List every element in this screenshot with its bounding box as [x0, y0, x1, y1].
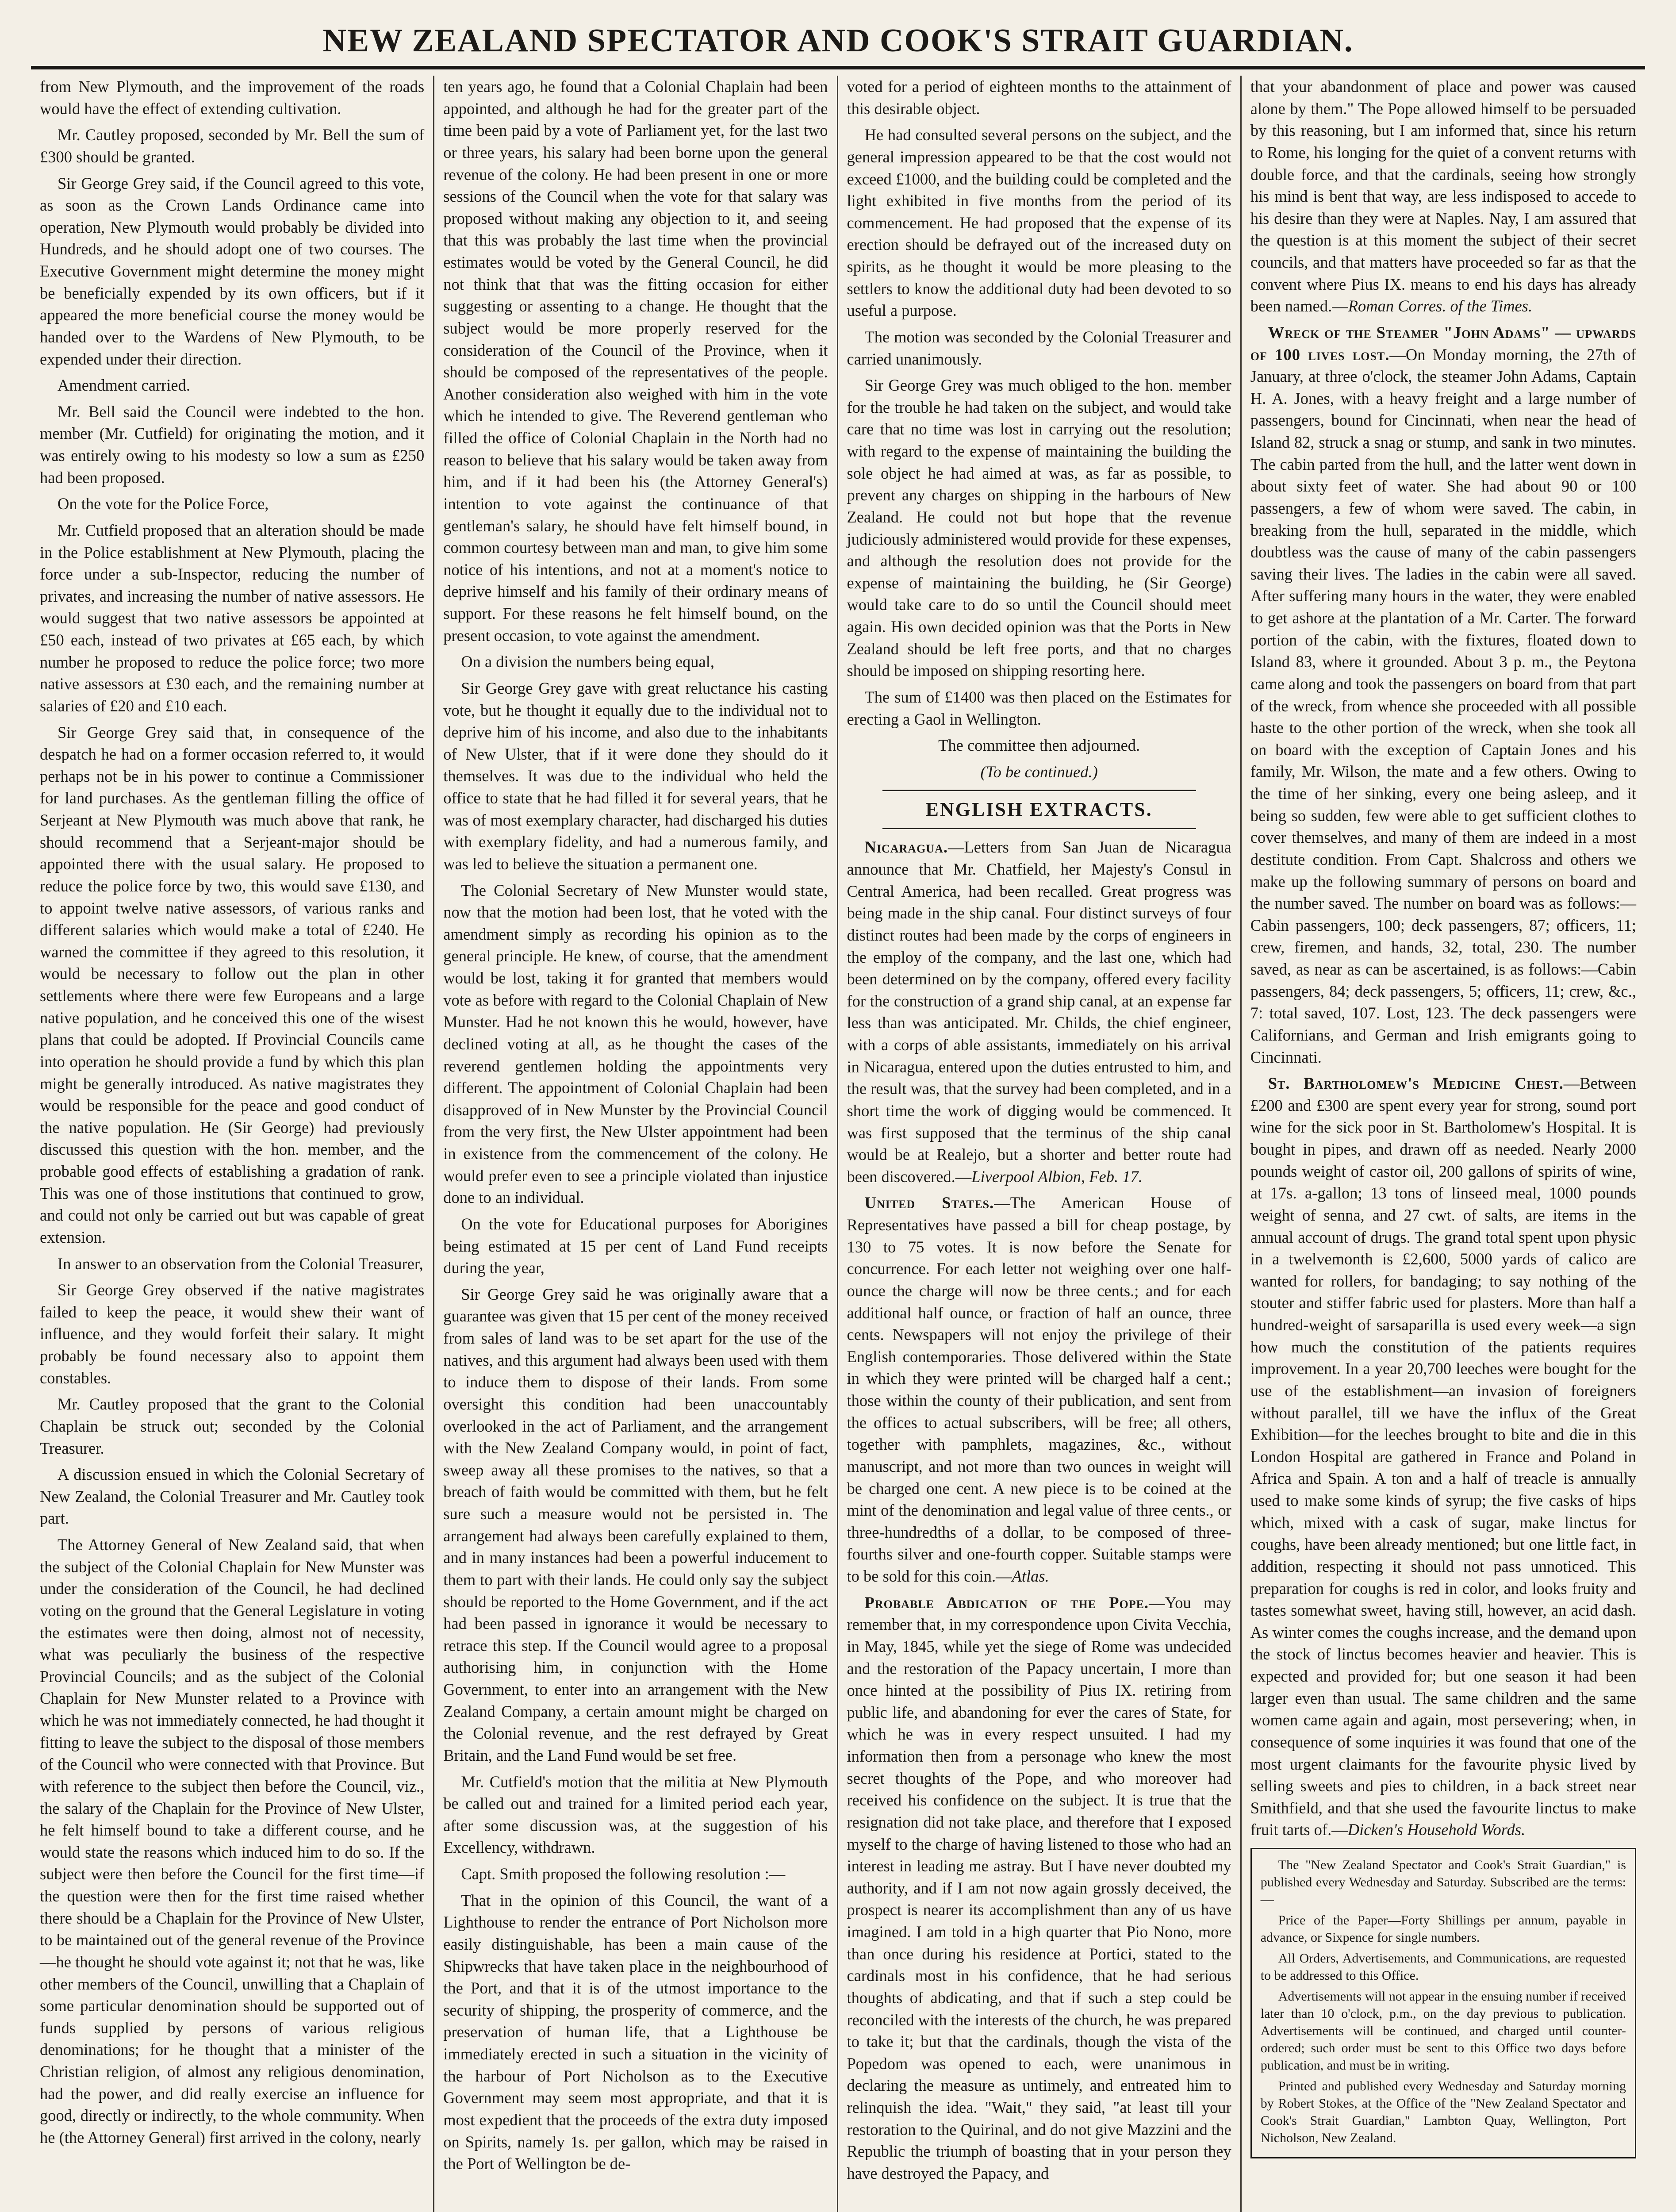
paragraph: Sir George Grey observed if the native magistrates failed to keep the peace, it would shew their want of influence, and they would forfeit their salary. It might probably be found necessary also to appoint them constables. — [40, 1281, 425, 1387]
paragraph: A discussion ensued in which the Colonial Secretary of New Zealand, the Colonial Treasurer and Mr. Cautley took part. — [40, 1465, 425, 1528]
masthead: NEW ZEALAND SPECTATOR AND COOK'S STRAIT GUARDIAN. — [31, 18, 1645, 69]
continued-note: (To be continued.) — [980, 762, 1098, 781]
article-head: United States. — [864, 1194, 994, 1212]
paragraph: The sum of £1400 was then placed on the Estimates for erecting a Gaol in Wellington. — [847, 687, 1231, 728]
paragraph: On the vote for Educational purposes for Aborigines being estimated at 15 per cent of Land Fund receipts during the year, — [443, 1214, 828, 1277]
paragraph: Sir George Grey said he was originally aware that a guarantee was given that 15 per cent of the money received from sales of land was to be set apart for the use of the natives, and this argument had always been used with them to induce them to dispose of their lands. From some oversight this condition had been unaccountably overlooked in the act of Parliament, and the arrangement with the New Zealand Company would, in point of fact, sweep away all these promises to the natives, so that a breach of faith would be committed with them, but he felt sure such a measure would not be persisted in. The arrangement had always been carefully explained to them, and in many instances had been a powerful inducement to them to part with their lands. He could only say the subject should be reported to the Home Government, and if the act had been passed in ignorance it would be necessary to retrace this step. If the Council would agree to a proposal authorising him, in conjunction with the Home Government, to enter into an arrangement with the New Zealand Company, a certain amount might be charged on the Colonial revenue, and the rest defrayed by Great Britain, and the Land Fund would be set free. — [443, 1285, 828, 1764]
column-4 — [1242, 76, 1645, 2212]
section-heading-english-extracts: ENGLISH EXTRACTS. — [925, 799, 1153, 821]
resolution-text: That in the opinion of this Council, the want of a Lighthouse to render the entrance of Port Nicholson more easily distinguishable, has been a main cause of the Shipwrecks that have taken place in the neighbourhood of the Port, and that it is of the utmost importance to the security of shipping, the prosperity of commerce, and the preservation of human life, that a Lighthouse be immediately erected in such a situation in the vicinity of the harbour of Port Nicholson as to the Executive Government may seem most appropriate, and that it is most expedient that the proceeds of the extra duty imposed on Spirits, namely 1s. per gallon, which may be raised in the Port of Wellington be de- — [443, 1891, 828, 2173]
divider — [882, 790, 1196, 791]
paragraph: In answer to an observation from the Colonial Treasurer, — [58, 1254, 423, 1273]
article-united-states — [847, 1192, 1231, 1587]
divider — [882, 828, 1196, 829]
paragraph: Mr. Bell said the Council were indebted to the hon. member (Mr. Cutfield) for originating the motion, and it was entirely owing to his modesty so low a sum as £250 had been proposed. — [40, 402, 425, 487]
columns — [31, 76, 1645, 2212]
paragraph: Mr. Cautley proposed that the grant to the Colonial Chaplain be struck out; seconded by the Colonial Treasurer. — [40, 1395, 425, 1457]
colophon-line: Advertisements will not appear in the ensuing number if received later than 10 o'clock, p.m., on the day previous to publication. Advertisements will be continued, and charged until counter-ordered; such order must be sent to this Office two days before publication, and must be in writing. — [1260, 1989, 1626, 2073]
article-body: —On Monday morning, the 27th of January, at three o'clock, the steamer John Adams, Captain H. A. Jones, with a heavy freight and a large number of passengers, bound for Cincinnati, when near the head of Island 82, struck a snag or stump, and sank in two minutes. The cabin parted from the hull, and the latter went down in about sixty feet of water. She had about 90 or 100 passengers, a few of whom were saved. The cabin, in breaking from the hull, separated in the middle, which doubtless was the cause of many of the cabin passengers saving their lives. The ladies in the cabin were all saved. After suffering many hours in the water, they were enabled to get ashore at the plantation of a Mr. Carter. The forward portion of the cabin, with the fixtures, floated down to Island 83, where it grounded. About 3 p. m., the Peytona came along and took the passengers on board from that part of the wreck, from whence she proceeded with all possible haste to the other portion of the wreck, when she took all on board with the exception of Captain Jones and his family, Mr. Wilson, the mate and a few others. Owing to the time of her sinking, every one being asleep, and it being so sudden, few were able to get sufficient clothes to cover themselves, and many of them are indeed in a most destitute condition. From Capt. Shalcross and others we make up the following summary of persons on board and the number saved. The number on board was as follows:—Cabin passengers, 100; deck passengers, 87; officers, 11; crew, firemen, and hands, 32, total, 230. The number saved, as near as can be ascertained, is as follows:—Cabin passengers, 84; deck passengers, 5; officers, 11; crew, &c., 7: total saved, 107. Lost, 123. The deck passengers were Californians, and German and Irish emigrants going to Cincinnati. — [1250, 345, 1637, 1066]
colophon-line: All Orders, Advertisements, and Communications, are requested to be addressed to this Office. — [1260, 1951, 1626, 1983]
paragraph: Capt. Smith proposed the following resolution :— — [461, 1865, 786, 1883]
paragraph: ten years ago, he found that a Colonial Chaplain had been appointed, and although he had for the greater part of the time been paid by a vote of Parliament yet, for the last two or three years, his salary had been borne upon the general revenue of the colony. He had been present in one or more sessions of the Council when the vote for that salary was proposed without making any objection to it, and seeing that this was probably the last time when the provincial estimates would be voted by the General Council, he did not think that that was the fitting occasion for either suggesting or assenting to a change. He thought that the subject would be more properly reserved for the consideration of the Council of the Province, when it should be composed of the representatives of the people. Another consideration also weighed with him in the vote which he intended to give. The Reverend gentleman who filled the office of Colonial Chaplain in the North had no reason to believe that his salary would be taken away from him, and if it had been his (the Attorney General's) intention to vote against the continuance of that gentleman's salary, he should have felt himself bound, in common courtesy between man and man, to give him some notice of his intentions, and not at a moment's notice to deprive himself and his family of their ordinary means of support. For these reasons he felt himself bound, on the present occasion, to vote against the amendment. — [443, 77, 828, 645]
column-3 — [838, 76, 1242, 2212]
column-1 — [31, 76, 434, 2212]
paragraph: The motion was seconded by the Colonial Treasurer and carried unanimously. — [847, 327, 1231, 368]
article-source: Atlas. — [1012, 1567, 1049, 1585]
colophon-line: Price of the Paper—Forty Shillings per annum, payable in advance, or Sixpence for single numbers. — [1260, 1913, 1626, 1945]
article-head: St. Bartholomew's Medicine Chest. — [1268, 1074, 1564, 1093]
article-pope — [847, 1592, 1231, 2185]
colophon-line: Printed and published every Wednesday and Saturday morning by Robert Stokes, at the Office of the "New Zealand Spectator and Cook's Strait Guardian," Lambton Quay, Wellington, Port Nicholson, New Zealand. — [1260, 2079, 1626, 2145]
article-nicaragua — [847, 836, 1231, 1187]
paragraph: Sir George Grey said, if the Council agreed to this vote, as soon as the Crown Lands Ordinance came into operation, New Plymouth would probably be divided into Hundreds, and he should adopt one of two courses. The Executive Government might determine the money might be beneficially expended by its own officers, but if it appeared the more beneficial course the money would be handed over to the Wardens of New Plymouth, to be expended under their direction. — [40, 174, 425, 368]
paragraph: Amendment carried. — [58, 376, 190, 395]
paragraph: He had consulted several persons on the subject, and the general impression appeared to be that the cost would not exceed £1000, and the building could be completed and the light exhibited in five months from the period of its commencement. He had proposed that the expense of its erection should be defrayed out of the increased duty on spirits, as he thought it would be more pleasing to the settlers to know the additional duty had been devoted to so useful a purpose. — [847, 126, 1231, 320]
paragraph: The Attorney General of New Zealand said, that when the subject of the Colonial Chaplain for New Munster was under the consideration of the Council, he had declined voting on the ground that the General Legislature in voting the estimates were then doing, almost not of necessity, what was peculiarly the business of the respective Provincial Councils; and as the subject of the Colonial Chaplain for New Munster related to a Province with which he was not immediately connected, he had thought it fitting to leave the subject to the disposal of those members of the Council who were connected with that Province. But with reference to the subject then before the Council, viz., the salary of the Chaplain for the Province of New Ulster, he felt himself bound to take a different course, and he would state the reasons which induced him to do so. If the subject were then before the Council for the first time—if the question were then for the first time raised whether there should be a Chaplain for the Province of New Ulster, to be maintained out of the general revenue of the Province—he thought he should vote against it; not that he was, like other members of the Council, unwilling that a Chaplain of some particular denomination should be supported out of funds supplied by persons of various religious denominations; for he thought that a minister of the Christian religion, of almost any religious denomination, had the power, and did really exercise an influence for good, directly or indirectly, to the whole community. When he (the Attorney General) first arrived in the colony, nearly — [40, 1536, 425, 2147]
paragraph: Sir George Grey was much obliged to the hon. member for the trouble he had taken on the subject, and would take care that no time was lost in carrying out the resolution; with regard to the expense of maintaining the building the sole object he had aimed at was, as far as possible, to prevent any charges on shipping in the harbours of New Zealand. He could not but hope that the revenue judiciously administered would provide for these expenses, and although the resolution does not provide for the expense of maintaining the building, he (Sir George) would take care to do so until the Council should meet again. His own decided opinion was that the Ports in New Zealand should be left free ports, and that no charges should be imposed on shipping resorting here. — [847, 376, 1231, 680]
paragraph: Mr. Cutfield proposed that an alteration should be made in the Police establishment at New Plymouth, placing the force under a sub-Inspector, reducing the number of privates, and increasing the number of native assessors. He would suggest that two native assessors be appointed at £50 each, instead of two privates at £65 each, by which number he proposed to reduce the police force; two more native assessors at £30 each, and the remaining number at salaries of £20 and £10 each. — [40, 521, 425, 715]
article-head: Probable Abdication of the Pope. — [864, 1593, 1149, 1612]
paragraph: Sir George Grey said that, in consequence of the despatch he had on a former occasion referred to, it would perhaps not be in his power to continue a Commissioner for land purchases. As the gentleman filling the office of Serjeant at New Plymouth was much above that rank, he should recommend that a Serjeant-major should be appointed there with the usual salary. He proposed to reduce the police force by two, this would save £130, and to appoint twelve native assessors, of various ranks and different salaries which would make a total of £240. He warned the committee if they agreed to this resolution, it would be necessary to follow out the plan in other settlements where there were few Europeans and a large native population, and he conceived this one of the wisest plans that could be adopted. If Provincial Councils came into operation he should provide a fund by which this plan might be generally introduced. As native magistrates they would be responsible for the peace and good conduct of the native population. He (Sir George) had previously discussed this question with the hon. member, and the probable good effects of establishing a gradation of rank. This was one of those institutions that continued to grow, and could not only be carried out but was capable of great extension. — [40, 723, 425, 1246]
article-source: Liverpool Albion, Feb. 17. — [971, 1167, 1143, 1186]
paragraph: Sir George Grey gave with great reluctance his casting vote, but he thought it equally due to the individual not to deprive him of his income, and also due to the inhabitants of New Ulster, that if it were done they should do it themselves. It was due to the individual who held the office to state that he had filled it for several years, that he was of most exemplary character, had discharged his duties with exemplary fidelity, and had a numerous family, and was led to believe the situation a permanent one. — [443, 679, 828, 873]
article-body: —You may remember that, in my correspondence upon Civita Vecchia, in May, 1845, while yet the siege of Rome was undecided and the restoration of the Papacy uncertain, I more than once hinted at the possibility of Pius IX. retiring from public life, and abandoning for ever the cares of State, for which he was in every respect unsuited. I had my information then from a personage who knew the most secret thoughts of the Pope, and who moreover had received his confidence on the subject. It is true that the resignation did not take place, and therefore that I exposed myself to the charge of having listened to those who had an interest in leading me astray. But I have never doubted my authority, and if I am not now again grossly deceived, the prospect is nearer its accomplishment than any of us have imagined. I am told in a high quarter that Pio Nono, more than once during his residence at Portici, stated to the cardinals most in his confidence, that he had serious thoughts of abdicating, and that if such a step could be reconciled with the interests of the church, he was prepared to take it; but that the cardinals, though the vista of the Popedom was opened to each, were unanimous in declaring the measure as untimely, and entreated him to relinquish the idea. "Wait," they said, "at least till your restoration to the Quirinal, and do not give Mazzini and the Republic the triumph of boasting that in your person they have destroyed the Papacy, and — [847, 1593, 1231, 2182]
article-source: Roman Corres. of the Times. — [1348, 297, 1533, 315]
paragraph: Mr. Cautley proposed, seconded by Mr. Bell the sum of £300 should be granted. — [40, 126, 425, 166]
paragraph: from New Plymouth, and the improvement of the roads would have the effect of extending cultivation. — [40, 77, 425, 118]
column-2 — [434, 76, 838, 2212]
article-source: Dicken's Household Words. — [1347, 1820, 1526, 1839]
article-wreck — [1250, 322, 1636, 1068]
paragraph: On the vote for the Police Force, — [58, 495, 269, 513]
paragraph: On a division the numbers being equal, — [461, 653, 714, 671]
colophon-line: The "New Zealand Spectator and Cook's Strait Guardian," is published every Wednesday and Saturday. Subscribed are the terms:— — [1260, 1858, 1626, 1907]
paragraph: The committee then adjourned. — [938, 736, 1140, 755]
paragraph: The Colonial Secretary of New Munster would state, now that the motion had been lost, that he voted with the amendment simply as recording his opinion as to the general principle. He knew, of course, that the amendment would be lost, taking it for granted that members would vote as before with regard to the Colonial Chaplain of New Munster. Had he not known this he would, however, have declined voting at all, as he thought the cases of the reverend gentlemen holding the appointments very different. The appointment of Colonial Chaplain had been disapproved of in New Munster by the Provincial Council from the very first, the New Ulster appointment had been in existence from the commencement of the colony. He would prefer even to see a principle violated than injustice done to an individual. — [443, 881, 828, 1207]
article-head: Wreck of the Steamer "John Adams" — upwards of 100 lives lost. — [1250, 323, 1636, 364]
article-body: —The American House of Representatives have passed a bill for cheap postage, by 130 to 75 votes. It is now before the Senate for concurrence. For each letter not weighing over one half-ounce the charge will now be three cents.; and for each additional half ounce, or fraction of half an ounce, three cents. Newspapers will not enjoy the privilege of their English contemporaries. Those delivered within the State in which they were printed will be charged half a cent.; those within the county of their publication, and sent from the offices to actual subscribers, will be free; all others, together with pamphlets, magazines, &c., without manuscript, and not more than two ounces in weight will be charged one cent. A new piece is to be coined at the mint of the denomination and legal value of three cents., or three-hundredths of a dollar, to be composed of three-fourths silver and one-fourth copper. Suitable stamps were to be sold for this coin.— — [847, 1194, 1231, 1585]
article-body: —Letters from San Juan de Nicaragua announce that Mr. Chatfield, her Majesty's Consul in Central America, had been recalled. Great progress was being made in the ship canal. Four distinct surveys of four distinct routes had been made by the corps of engineers in the employ of the company, and the last one, which had been determined on by the company, offered every facility for the construction of a grand ship canal, at an expense far less than was anticipated. Mr. Childs, the chief engineer, with a corps of able assistants, immediately on his arrival in Nicaragua, entered upon the duties entrusted to him, and the result was, that the survey had been completed, and in a short time the work of digging would be commenced. It was first supposed that the terminus of the ship canal would be at Realejo, but a shorter and better route had been discovered.— — [847, 838, 1231, 1186]
article-pope-continued — [1250, 76, 1636, 317]
article-head: Nicaragua. — [864, 838, 948, 856]
paragraph: Mr. Cutfield's motion that the militia at New Plymouth be called out and trained for a limited period each year, after some discussion was, at the suggestion of his Excellency, withdrawn. — [443, 1772, 828, 1857]
colophon — [1250, 1848, 1636, 2158]
article-body: —Between £200 and £300 are spent every year for strong, sound port wine for the sick poor in St. Bartholomew's Hospital. It is bought in pipes, and drawn off as needed. Nearly 2000 pounds weight of castor oil, 200 gallons of spirits of wine, at 17s. a-gallon; 13 tons of linseed meal, 1000 pounds weight of senna, and 27 cwt. of salts, are items in the annual account of drugs. The grand total spent upon physic in a twelvemonth is £2,600, 5000 yards of calico are wanted for rollers, for bandaging; to say nothing of the stouter and stiffer fabric used for plasters. More than half a hundred-weight of sarsaparilla is used every week—a sign how much the constitution of the patients requires improvement. In a year 20,700 leeches were bought for the use of the establishment—an invasion of foreigners without parallel, till we have the influx of the Great Exhibition—for the leeches brought to bite and die in this London Hospital are gathered in France and Poland in Africa and Spain. A ton and a half of treacle is annually used to make some kinds of syrup; the five casks of hips which, mixed with a cask of sugar, make linctus for coughs, have been already mentioned; but one little fact, in addition, respecting it should not pass unnoticed. This preparation for coughs is red in color, and looks fruity and tastes somewhat sweet, having still, however, an acid dash. As winter comes the coughs increase, and the demand upon the stock of linctus becomes heavier and heavier. This is expected and provided for; but one season it had been larger even than usual. The same children and the same women came again and again, most persevering; when, in consequence of some inquiries it was found that one of the most urgent claimants for the favourite physic lived by selling sweets and pies to children, in a back street near Smithfield, and that she used the favourite linctus to make fruit tarts of.— — [1250, 1074, 1636, 1839]
paragraph: voted for a period of eighteen months to the attainment of this desirable object. — [847, 77, 1231, 118]
article-body: that your abandonment of place and power was caused alone by them." The Pope allowed himself to be persuaded by this reasoning, but I am informed that, since his return to Rome, his longing for the quiet of a convent returns with double force, and that the cardinals, seeing how strongly his mind is bent that way, are less indisposed to accede to his desire than they were at Naples. Nay, I am assured that the question is at this moment the subject of their secret councils, and that matters have proceeded so far as that the convent where Pius IX. means to end his days has already been named.— — [1250, 77, 1636, 315]
article-barts — [1250, 1072, 1636, 1841]
